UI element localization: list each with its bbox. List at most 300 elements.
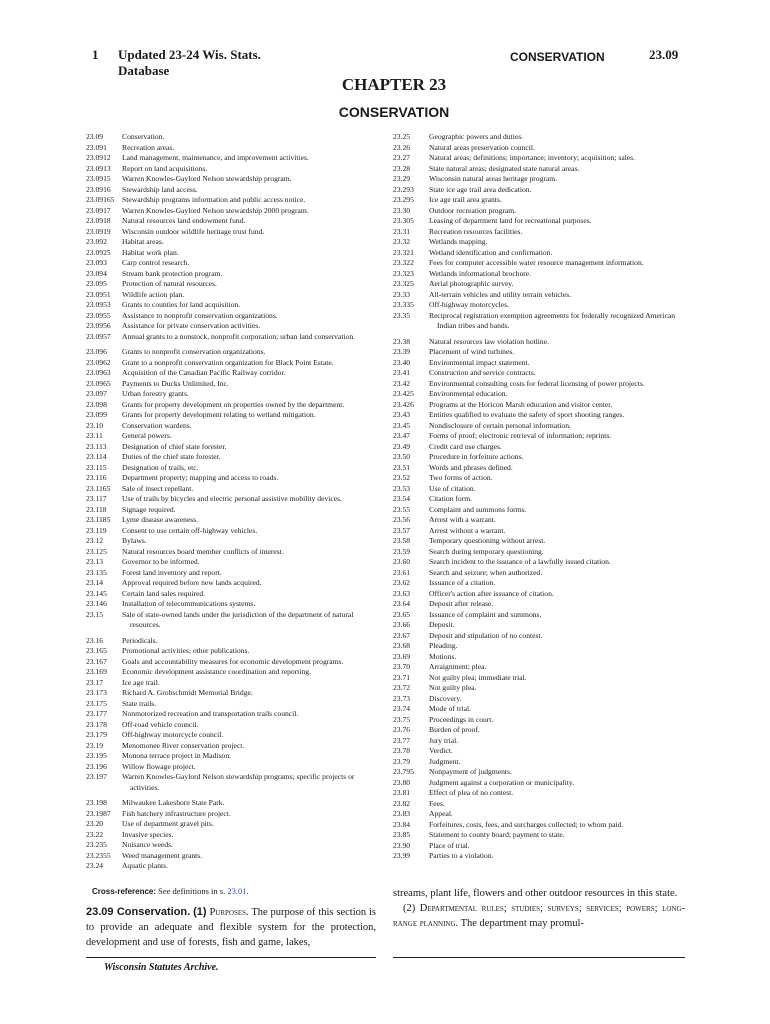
toc-entry-title: Use of citation. <box>429 483 476 493</box>
toc-entry <box>86 206 378 217</box>
toc-entry-title: Recreation resources facilities. <box>429 226 523 236</box>
toc-entry-number[interactable]: 23.50 <box>393 452 411 461</box>
toc-entry <box>393 704 688 715</box>
toc-entry-number[interactable]: 23.119 <box>86 525 107 535</box>
toc-entry-title: Off-highway motorcycle council. <box>122 730 224 739</box>
toc-entry-number[interactable]: 23.39 <box>393 347 411 356</box>
toc-entry-number[interactable]: 23.16 <box>86 635 104 645</box>
toc-entry-number[interactable]: 23.0916 <box>86 184 111 194</box>
toc-entry <box>393 206 688 217</box>
toc-entry-number[interactable]: 23.33 <box>393 289 411 299</box>
toc-entry-title: Verdict. <box>429 746 453 755</box>
toc-entry <box>393 368 688 379</box>
toc-entry <box>393 269 688 280</box>
toc-entry-number[interactable]: 23.092 <box>86 237 107 246</box>
toc-entry <box>86 269 378 280</box>
toc-entry <box>86 505 378 516</box>
toc-entry <box>86 646 378 657</box>
toc-entry-title: Natural areas; definitions; importance; inventory; acquisition; sales. <box>429 153 636 162</box>
toc-entry-title: Not guilty plea. <box>429 683 477 692</box>
toc-entry-number[interactable]: 23.118 <box>86 504 107 514</box>
toc-entry-number[interactable]: 23.2355 <box>86 850 111 860</box>
toc-entry-title: Payments to Ducks Unlimited, Inc. <box>122 378 229 388</box>
toc-entry-number[interactable]: 23.095 <box>86 279 107 288</box>
toc-entry-number[interactable]: 23.325 <box>393 279 414 288</box>
toc-entry-number[interactable]: 23.117 <box>86 494 107 503</box>
toc-entry-number[interactable]: 23.72 <box>393 683 411 692</box>
toc-entry-title: Carp control research. <box>122 258 190 267</box>
toc-entry <box>393 599 688 610</box>
toc-entry-number[interactable]: 23.321 <box>393 247 414 257</box>
subsection-2-title: Departmental rules; studies; surveys; services; powers; long-range planning. <box>393 903 686 929</box>
toc-entry-number[interactable]: 23.167 <box>86 656 107 666</box>
toc-entry-number[interactable]: 23.80 <box>393 777 411 787</box>
toc-entry-number[interactable]: 23.70 <box>393 662 411 671</box>
toc-entry-title: Arrest without a warrant. <box>429 525 506 535</box>
toc-entry-title: Department property; mapping and access to roads. <box>122 473 279 482</box>
toc-entry-title: Motions. <box>429 651 457 661</box>
toc-entry-number[interactable]: 23.115 <box>86 462 107 472</box>
toc-entry-number[interactable]: 23.11 <box>86 431 103 440</box>
toc-entry-number[interactable]: 23.81 <box>393 788 411 797</box>
footer-archive-label: Wisconsin Statutes Archive. <box>104 962 219 973</box>
toc-entry <box>86 410 378 421</box>
toc-entry <box>393 337 688 348</box>
toc-entry <box>393 778 688 789</box>
toc-entry-title: Aquatic plants. <box>122 861 168 870</box>
toc-entry-title: Natural resources land endowment fund. <box>122 216 246 225</box>
toc-entry <box>86 678 378 689</box>
toc-entry-number[interactable]: 23.146 <box>86 599 107 608</box>
toc-entry <box>86 164 378 175</box>
toc-entry-title: Burden of proof. <box>429 725 480 734</box>
toc-entry-number[interactable]: 23.57 <box>393 525 411 535</box>
toc-entry-title: Use of department gravel pits. <box>122 819 214 828</box>
toc-entry-number[interactable]: 23.38 <box>393 336 411 346</box>
toc-entry-title: Arraignment; plea. <box>429 662 487 671</box>
toc-entry-number[interactable]: 23.79 <box>393 756 411 766</box>
toc-entry-number[interactable]: 23.75 <box>393 714 411 724</box>
toc-entry-number[interactable]: 23.61 <box>393 567 411 577</box>
toc-entry-title: Habitat work plan. <box>122 247 179 257</box>
toc-entry <box>86 400 378 411</box>
toc-entry-title: Signage required. <box>122 504 176 514</box>
toc-entry-number[interactable]: 23.56 <box>393 515 411 524</box>
toc-entry-title: Use of trails by bicycles and electric personal assistive mobility devices. <box>122 494 342 503</box>
toc-entry-title: Ice age trail. <box>122 677 160 687</box>
toc-entry <box>393 442 688 453</box>
toc-entry-number[interactable]: 23.0963 <box>86 368 111 377</box>
toc-entry-title: Report on land acquisitions. <box>122 163 208 173</box>
toc-entry-number[interactable]: 23.198 <box>86 798 107 807</box>
toc-entry-title: Natural resources board member conflicts of interest. <box>122 546 284 556</box>
toc-entry-number[interactable]: 23.78 <box>393 746 411 755</box>
toc-entry-title: Outdoor recreation program. <box>429 205 517 215</box>
toc-entry <box>86 347 378 358</box>
toc-entry-number[interactable]: 23.1185 <box>86 515 111 524</box>
toc-entry <box>393 620 688 631</box>
subsection-2-text: The department may promul- <box>460 918 584 929</box>
toc-entry-title: Installation of telecommunications systems. <box>122 599 256 608</box>
toc-entry-number[interactable]: 23.24 <box>86 861 104 870</box>
toc-entry <box>86 132 378 143</box>
toc-entry <box>393 185 688 196</box>
toc-entry-number[interactable]: 23.43 <box>393 410 411 419</box>
toc-entry-number[interactable]: 23.795 <box>393 767 414 776</box>
toc-entry-number[interactable]: 23.63 <box>393 588 411 598</box>
toc-entry-number[interactable]: 23.0957 <box>86 331 111 341</box>
toc-entry <box>86 819 378 830</box>
toc-entry <box>86 657 378 668</box>
database-title-line1: Updated 23-24 Wis. Stats. <box>118 47 261 62</box>
toc-entry-number[interactable]: 23.83 <box>393 809 411 818</box>
toc-entry-title: Issuance of complaint and summons. <box>429 609 542 619</box>
toc-entry-number[interactable]: 23.0955 <box>86 310 111 320</box>
toc-entry-number[interactable]: 23.42 <box>393 378 411 388</box>
toc-entry-number[interactable]: 23.177 <box>86 709 107 718</box>
toc-entry-number[interactable]: 23.113 <box>86 441 107 451</box>
cross-reference <box>92 886 249 896</box>
toc-entry-number[interactable]: 23.169 <box>86 667 107 676</box>
toc-entry <box>393 421 688 432</box>
toc-entry-number[interactable]: 23.54 <box>393 494 411 503</box>
toc-entry-title: State natural areas; designated state natural areas. <box>429 163 580 173</box>
toc-entry-number[interactable]: 23.179 <box>86 730 107 739</box>
toc-entry <box>393 652 688 663</box>
toc-entry-title: Wetlands informational brochure. <box>429 268 532 278</box>
toc-entry-title: Grants for property development relating to wetland mitigation. <box>122 410 316 419</box>
toc-entry-title: Aerial photographic survey. <box>429 279 514 288</box>
toc-entry <box>393 536 688 547</box>
toc-entry <box>393 694 688 705</box>
toc-entry <box>86 730 378 741</box>
toc-entry <box>86 185 378 196</box>
toc-entry-number[interactable]: 23.68 <box>393 641 411 650</box>
toc-entry-title: Grants to counties for land acquisition. <box>122 300 241 309</box>
toc-entry-number[interactable]: 23.135 <box>86 567 107 577</box>
toc-entry <box>393 358 688 369</box>
toc-entry-number[interactable]: 23.45 <box>393 420 411 430</box>
toc-entry-title: Construction and service contracts. <box>429 368 536 377</box>
toc-entry <box>86 300 378 311</box>
toc-entry <box>393 715 688 726</box>
toc-entry-number[interactable]: 23.99 <box>393 851 411 860</box>
toc-entry-number[interactable]: 23.52 <box>393 473 411 482</box>
toc-entry-number[interactable]: 23.197 <box>86 772 107 781</box>
toc-entry-title: Stream bank protection program. <box>122 268 223 278</box>
toc-entry <box>86 248 378 259</box>
toc-entry <box>86 332 378 343</box>
toc-entry-title: Ice age trail area grants. <box>429 195 502 204</box>
toc-entry-title: Approval required before new lands acquired. <box>122 578 262 587</box>
toc-entry <box>86 421 378 432</box>
toc-entry-number[interactable]: 23.58 <box>393 536 411 545</box>
toc-entry-title: Wetland identification and confirmation. <box>429 247 553 257</box>
toc-entry-number[interactable]: 23.29 <box>393 174 411 183</box>
toc-entry-number[interactable]: 23.49 <box>393 441 411 451</box>
toc-entry <box>86 463 378 474</box>
toc-entry-number[interactable]: 23.73 <box>393 693 411 703</box>
toc-entry-number[interactable]: 23.114 <box>86 452 107 461</box>
toc-entry <box>393 473 688 484</box>
toc-entry-number[interactable]: 23.14 <box>86 578 104 587</box>
toc-entry <box>86 379 378 390</box>
toc-entry-title: Environmental impact statement. <box>429 357 530 367</box>
toc-entry-number[interactable]: 23.10 <box>86 420 104 430</box>
toc-entry-title: Jury trial. <box>429 735 459 745</box>
toc-entry-number[interactable]: 23.425 <box>393 389 414 398</box>
subsection-2-number: (2) <box>403 903 416 914</box>
toc-entry-title: Conservation. <box>122 132 165 141</box>
toc-entry-number[interactable]: 23.426 <box>393 399 414 409</box>
toc-entry-number[interactable]: 23.322 <box>393 258 414 267</box>
toc-entry-number[interactable]: 23.26 <box>393 142 411 152</box>
toc-entry-number[interactable]: 23.1987 <box>86 808 111 818</box>
toc-entry-number[interactable]: 23.20 <box>86 819 104 828</box>
toc-entry <box>86 442 378 453</box>
toc-entry-number[interactable]: 23.90 <box>393 840 411 850</box>
toc-entry <box>393 547 688 558</box>
toc-entry-title: Stewardship programs information and public access notice. <box>122 195 306 204</box>
toc-entry <box>393 736 688 747</box>
toc-entry-number[interactable]: 23.62 <box>393 578 411 587</box>
toc-entry-number[interactable]: 23.097 <box>86 389 107 398</box>
toc-entry-title: Environmental consulting costs for federal licensing of power projects. <box>429 378 645 388</box>
toc-entry-title: Lyme disease awareness. <box>122 515 199 524</box>
toc-entry-number[interactable]: 23.25 <box>393 132 411 141</box>
toc-entry <box>86 143 378 154</box>
toc-entry-number[interactable]: 23.195 <box>86 751 107 760</box>
toc-entry-title: Off-highway motorcycles. <box>429 300 509 309</box>
toc-entry-title: Natural areas preservation council. <box>429 142 535 152</box>
toc-entry-title: Judgment. <box>429 756 461 766</box>
toc-entry-number[interactable]: 23.295 <box>393 195 414 204</box>
toc-entry-number[interactable]: 23.67 <box>393 630 411 640</box>
toc-entry-title: Stewardship land access. <box>122 184 198 194</box>
section-heading: 23.09 Conservation. <box>86 906 191 918</box>
toc-entry <box>393 195 688 206</box>
cross-reference-end: . <box>246 886 249 896</box>
subsection-number: (1) <box>193 906 207 918</box>
toc-entry-number[interactable]: 23.0953 <box>86 300 111 309</box>
toc-entry <box>393 568 688 579</box>
toc-entry-number[interactable]: 23.0962 <box>86 357 111 367</box>
toc-entry-title: Menomonee River conservation project. <box>122 740 245 750</box>
toc-entry-number[interactable]: 23.335 <box>393 300 414 309</box>
section-text-continued: streams, plant life, flowers and other outdoor resources in this state. <box>393 888 678 899</box>
toc-entry-number[interactable]: 23.091 <box>86 142 107 152</box>
toc-entry-number[interactable]: 23.09 <box>86 132 104 141</box>
toc-entry-number[interactable]: 23.0917 <box>86 205 111 215</box>
toc-entry-number[interactable]: 23.47 <box>393 431 411 440</box>
toc-entry <box>393 851 688 862</box>
toc-entry-number[interactable]: 23.196 <box>86 761 107 771</box>
toc-entry-number[interactable]: 23.1165 <box>86 483 111 493</box>
toc-entry <box>86 772 378 793</box>
toc-entry-number[interactable]: 23.175 <box>86 698 107 708</box>
toc-entry-number[interactable]: 23.145 <box>86 588 107 598</box>
toc-entry <box>86 699 378 710</box>
toc-entry-number[interactable]: 23.0956 <box>86 321 111 330</box>
chapter-title: CHAPTER 23 <box>341 75 447 94</box>
toc-entry-number[interactable]: 23.305 <box>393 216 414 225</box>
toc-entry-title: Entities qualified to evaluate the safety of sport shooting ranges. <box>429 410 625 419</box>
toc-entry-number[interactable]: 23.0915 <box>86 174 111 183</box>
toc-entry <box>86 358 378 369</box>
toc-entry <box>86 216 378 227</box>
toc-entry-number[interactable]: 23.53 <box>393 483 411 493</box>
toc-entry <box>86 798 378 809</box>
toc-entry <box>393 379 688 390</box>
toc-entry-number[interactable]: 23.165 <box>86 646 107 655</box>
toc-entry-number[interactable]: 23.19 <box>86 740 104 750</box>
toc-entry <box>86 589 378 600</box>
toc-entry <box>86 431 378 442</box>
toc-entry <box>86 484 378 495</box>
toc-entry <box>393 431 688 442</box>
toc-entry-number[interactable]: 23.85 <box>393 830 411 839</box>
toc-entry <box>393 683 688 694</box>
header-section-number: 23.09 <box>649 47 679 62</box>
toc-entry <box>393 494 688 505</box>
toc-entry <box>86 851 378 862</box>
toc-entry-title: Acquisition of the Canadian Pacific Railway corridor. <box>122 368 286 377</box>
database-title-line2: Database <box>118 63 170 78</box>
toc-entry-number[interactable]: 23.82 <box>393 798 411 808</box>
toc-entry-number[interactable]: 23.51 <box>393 462 411 472</box>
toc-entry-number[interactable]: 23.77 <box>393 735 411 745</box>
toc-entry-number[interactable]: 23.66 <box>393 620 411 629</box>
toc-entry-number[interactable]: 23.235 <box>86 840 107 849</box>
toc-entry-number[interactable]: 23.323 <box>393 268 414 278</box>
toc-entry-number[interactable]: 23.35 <box>393 310 411 320</box>
toc-entry-number[interactable]: 23.0965 <box>86 378 111 388</box>
toc-entry-title: Monona terrace project in Madison. <box>122 751 232 760</box>
toc-entry-number[interactable]: 23.0925 <box>86 247 111 257</box>
toc-entry <box>393 216 688 227</box>
toc-entry-number[interactable]: 23.0951 <box>86 289 111 299</box>
toc-entry-number[interactable]: 23.15 <box>86 609 104 619</box>
toc-entry-title: Statement to county board; payment to state. <box>429 830 565 839</box>
toc-entry-number[interactable]: 23.0912 <box>86 153 111 162</box>
toc-entry-number[interactable]: 23.31 <box>393 226 411 236</box>
toc-entry <box>393 248 688 259</box>
toc-entry-title: Nonpayment of judgments. <box>429 767 512 776</box>
toc-entry-number[interactable]: 23.40 <box>393 357 411 367</box>
toc-entry-number[interactable]: 23.71 <box>393 672 411 682</box>
toc-entry <box>393 757 688 768</box>
toc-entry-title: Judgment against a corporation or municipality. <box>429 777 575 787</box>
toc-entry-number[interactable]: 23.293 <box>393 184 414 194</box>
toc-left-column <box>86 132 378 872</box>
toc-entry <box>86 174 378 185</box>
toc-entry-number[interactable]: 23.30 <box>393 205 411 215</box>
toc-entry-number[interactable]: 23.099 <box>86 410 107 419</box>
toc-entry-number[interactable]: 23.65 <box>393 609 411 619</box>
toc-entry-title: Annual grants to a nonstock, nonprofit corporation; urban land conservation. <box>122 331 356 341</box>
cross-reference-link[interactable]: 23.01 <box>227 886 247 896</box>
toc-entry-number[interactable]: 23.60 <box>393 557 411 566</box>
toc-entry-title: Nondisclosure of certain personal information. <box>429 420 571 430</box>
chapter-subtitle: CONSERVATION <box>338 104 450 120</box>
toc-entry-number[interactable]: 23.41 <box>393 368 411 377</box>
toc-entry-title: Designation of chief state forester. <box>122 441 227 451</box>
toc-entry-number[interactable]: 23.74 <box>393 704 411 713</box>
toc-entry <box>393 290 688 301</box>
toc-entry-title: Assistance for private conservation activities. <box>122 321 261 330</box>
toc-entry-title: Words and phrases defined. <box>429 462 513 472</box>
toc-entry-number[interactable]: 23.84 <box>393 819 411 829</box>
toc-entry-number[interactable]: 23.69 <box>393 651 411 661</box>
toc-entry-number[interactable]: 23.17 <box>86 677 104 687</box>
body-text-right <box>393 886 685 931</box>
toc-entry-title: Invasive species. <box>122 829 174 839</box>
toc-entry-title: Deposit after release. <box>429 599 494 608</box>
toc-entry-number[interactable]: 23.178 <box>86 719 107 729</box>
cross-reference-text: See definitions in s. <box>158 886 226 896</box>
toc-entry <box>86 153 378 164</box>
toc-entry <box>86 741 378 752</box>
toc-entry-title: Deposit. <box>429 620 455 629</box>
toc-entry-number[interactable]: 23.0919 <box>86 226 111 236</box>
toc-entry-number[interactable]: 23.093 <box>86 258 107 267</box>
toc-entry-number[interactable]: 23.0913 <box>86 163 111 173</box>
toc-entry-number[interactable]: 23.125 <box>86 546 107 556</box>
toc-entry-title: Procedure in forfeiture actions. <box>429 452 524 461</box>
toc-entry-number[interactable]: 23.116 <box>86 473 107 482</box>
toc-entry-title: Arrest with a warrant. <box>429 515 496 524</box>
toc-entry <box>86 368 378 379</box>
toc-entry-title: Pleading. <box>429 641 458 650</box>
toc-entry-number[interactable]: 23.0918 <box>86 216 111 225</box>
toc-entry-title: Governor to be informed. <box>122 557 200 566</box>
toc-entry <box>86 195 378 206</box>
toc-entry-title: Not guilty plea; immediate trial. <box>429 672 527 682</box>
toc-entry-number[interactable]: 23.59 <box>393 546 411 556</box>
toc-entry <box>393 237 688 248</box>
toc-entry <box>86 279 378 290</box>
toc-entry <box>393 300 688 311</box>
toc-entry-number[interactable]: 23.173 <box>86 688 107 697</box>
toc-entry <box>86 578 378 589</box>
toc-entry-number[interactable]: 23.098 <box>86 399 107 409</box>
toc-entry-title: Natural resources law violation hotline. <box>429 336 549 346</box>
toc-entry-number[interactable]: 23.27 <box>393 153 411 162</box>
toc-entry <box>393 400 688 411</box>
toc-entry-number[interactable]: 23.13 <box>86 557 104 566</box>
toc-entry-title: Proceedings in court. <box>429 714 494 724</box>
toc-entry <box>86 751 378 762</box>
toc-entry <box>393 143 688 154</box>
toc-entry <box>393 410 688 421</box>
toc-entry-number[interactable]: 23.76 <box>393 725 411 734</box>
toc-entry-number[interactable]: 23.12 <box>86 536 104 545</box>
toc-entry-number[interactable]: 23.28 <box>393 163 411 173</box>
toc-entry <box>86 568 378 579</box>
toc-entry-number[interactable]: 23.22 <box>86 829 104 839</box>
toc-entry <box>393 557 688 568</box>
toc-entry-number[interactable]: 23.094 <box>86 268 107 278</box>
toc-entry-number[interactable]: 23.64 <box>393 599 411 608</box>
toc-entry <box>393 311 688 332</box>
toc-entry-number[interactable]: 23.55 <box>393 504 411 514</box>
toc-entry-number[interactable]: 23.096 <box>86 347 107 356</box>
toc-entry-number[interactable]: 23.09165 <box>86 195 115 204</box>
toc-entry <box>393 830 688 841</box>
toc-entry-title: Leasing of department land for recreational purposes. <box>429 216 592 225</box>
page-number: 1 <box>92 47 99 62</box>
toc-entry-number[interactable]: 23.32 <box>393 237 411 246</box>
